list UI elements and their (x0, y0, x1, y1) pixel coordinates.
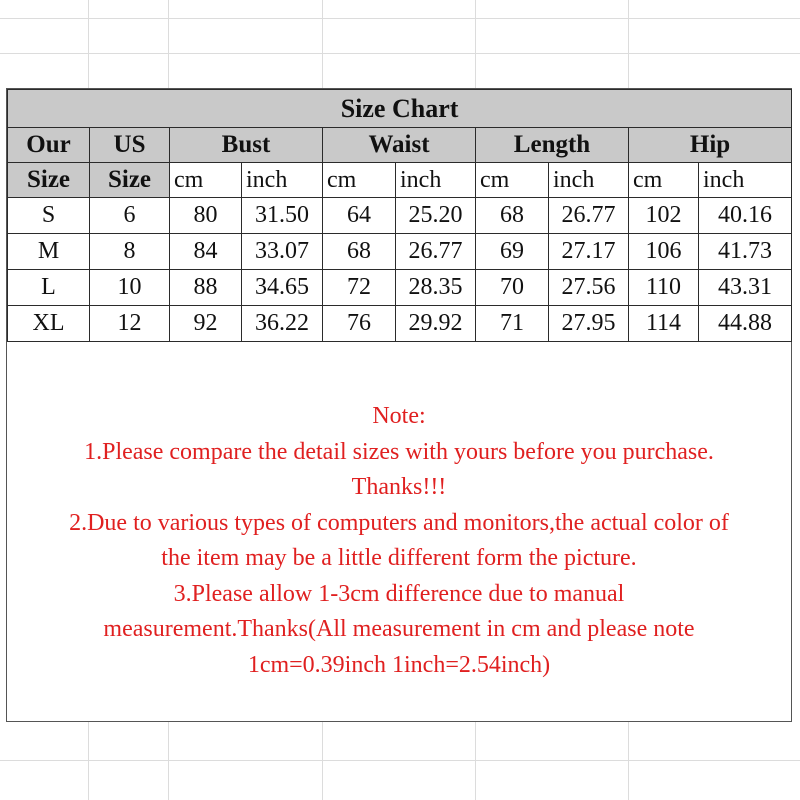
unit-cell: inch (396, 163, 476, 198)
table-cell: 29.92 (396, 306, 476, 342)
table-cell: 27.95 (549, 306, 629, 342)
header-hip: Hip (629, 128, 792, 163)
header-waist: Waist (323, 128, 476, 163)
title-row (8, 90, 792, 128)
table-cell: 40.16 (699, 198, 792, 234)
table-cell: 41.73 (699, 234, 792, 270)
table-cell: 76 (323, 306, 396, 342)
unit-cell: cm (323, 163, 396, 198)
table-cell: 114 (629, 306, 699, 342)
table-cell: 88 (170, 270, 242, 306)
header-us-size: Size (90, 163, 170, 198)
unit-cell: inch (699, 163, 792, 198)
note-line: 3.Please allow 1-3cm difference due to manual (173, 580, 625, 607)
table-cell: 27.56 (549, 270, 629, 306)
note-line: measurement.Thanks(All measurement in cm and please note (103, 616, 695, 642)
table-cell: 110 (629, 270, 699, 306)
note-line: 1.Please compare the detail sizes with yours before you purchase. (84, 438, 714, 465)
table-cell: 6 (90, 198, 170, 234)
table-cell: 26.77 (549, 198, 629, 234)
table-cell: M (8, 234, 90, 270)
table-cell: 31.50 (242, 198, 323, 234)
table-cell: 106 (629, 234, 699, 270)
table-cell: 80 (170, 198, 242, 234)
table-cell: 27.17 (549, 234, 629, 270)
unit-cell: inch (549, 163, 629, 198)
table-cell: 28.35 (396, 270, 476, 306)
size-chart-table (7, 89, 792, 342)
header-row (8, 128, 792, 163)
table-row (8, 306, 792, 342)
table-cell: 68 (323, 234, 396, 270)
note-line: the item may be a little different form the picture. (161, 545, 637, 571)
note-line: 2.Due to various types of computers and monitors,the actual color of (69, 509, 729, 536)
unit-cell: cm (170, 163, 242, 198)
header-bust: Bust (170, 128, 323, 163)
table-cell: 36.22 (242, 306, 323, 342)
header-us: US (90, 128, 170, 163)
table-cell: 84 (170, 234, 242, 270)
grid-line (0, 18, 800, 19)
table-cell: XL (8, 306, 90, 342)
header-length: Length (476, 128, 629, 163)
table-cell: 70 (476, 270, 549, 306)
note-heading: Note: (372, 403, 426, 429)
size-chart-sheet (6, 88, 792, 722)
table-cell: L (8, 270, 90, 306)
table-row (8, 198, 792, 234)
unit-cell: inch (242, 163, 323, 198)
table-title: Size Chart (8, 90, 792, 128)
table-cell: 72 (323, 270, 396, 306)
table-cell: 68 (476, 198, 549, 234)
unit-row (8, 163, 792, 198)
header-our-size: Size (8, 163, 90, 198)
table-cell: 33.07 (242, 234, 323, 270)
header-our: Our (8, 128, 90, 163)
table-cell: 26.77 (396, 234, 476, 270)
table-cell: 102 (629, 198, 699, 234)
grid-line (0, 53, 800, 54)
table-cell: 92 (170, 306, 242, 342)
table-cell: 71 (476, 306, 549, 342)
unit-cell: cm (629, 163, 699, 198)
table-cell: S (8, 198, 90, 234)
table-cell: 25.20 (396, 198, 476, 234)
table-cell: 43.31 (699, 270, 792, 306)
grid-line (0, 760, 800, 761)
table-cell: 44.88 (699, 306, 792, 342)
table-cell: 69 (476, 234, 549, 270)
note-block (7, 399, 791, 683)
table-cell: 12 (90, 306, 170, 342)
note-line: 1cm=0.39inch 1inch=2.54inch) (247, 651, 551, 678)
table-cell: 34.65 (242, 270, 323, 306)
table-cell: 10 (90, 270, 170, 306)
unit-cell: cm (476, 163, 549, 198)
table-row (8, 270, 792, 306)
note-line: Thanks!!! (351, 474, 447, 500)
table-row (8, 234, 792, 270)
table-cell: 64 (323, 198, 396, 234)
table-cell: 8 (90, 234, 170, 270)
